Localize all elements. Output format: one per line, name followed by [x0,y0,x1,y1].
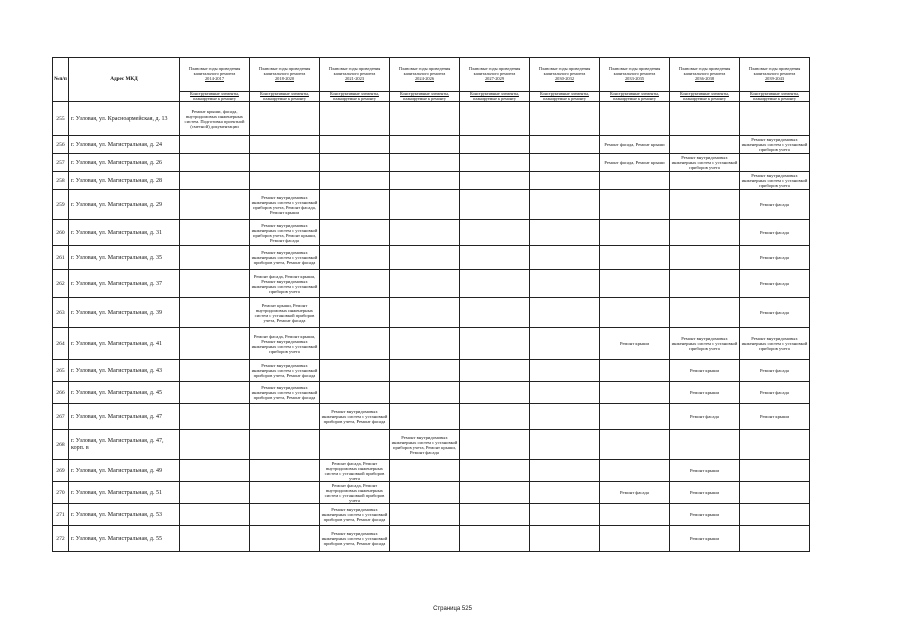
repair-cell: Ремонт внутридомовых инженерных систем с установкой приборов учета, Ремонт фасада [250,360,320,382]
row-address: г. Узловая, ул. Магистральная, д. 29 [69,190,180,220]
row-address: г. Узловая, ул. Магистральная, д. 47, корп. в [69,430,180,460]
period-header-label: Плановые годы проведения капитального ремонта [468,66,521,77]
row-address: г. Узловая, ул. Магистральная, д. 39 [69,298,180,328]
repair-cell [600,220,670,246]
repair-cell [600,102,670,136]
repair-cell [390,270,460,298]
repair-cell [320,246,390,270]
repair-cell [600,360,670,382]
repair-cell: Ремонт фасада [740,246,810,270]
repair-cell [530,404,600,430]
subheader-cell: Конструктивные элементы, планируемые к ремонту [670,92,740,102]
subheader-cell: Конструктивные элементы, планируемые к ремонту [600,92,670,102]
repair-cell: Ремонт крыши [670,504,740,526]
table-row [53,360,810,382]
row-number: 258 [53,172,69,190]
address-column-header: Адрес МКД [69,58,180,102]
repair-cell [740,526,810,552]
period-header [600,58,670,92]
row-number: 257 [53,154,69,172]
repair-cell [530,102,600,136]
period-header-years: 2024-2026 [414,75,435,81]
table-row [53,298,810,328]
table-row [53,190,810,220]
repair-cell [600,298,670,328]
table-row [53,220,810,246]
repair-cell [670,172,740,190]
repair-cell [320,154,390,172]
repair-cell: Ремонт крыши [670,460,740,482]
row-number: 256 [53,136,69,154]
repair-cell [180,172,250,190]
repair-cell [390,246,460,270]
repair-cell [460,328,530,360]
repair-cell [600,460,670,482]
repair-cell: Ремонт крыши [740,404,810,430]
row-number: 268 [53,430,69,460]
repair-cell [740,504,810,526]
repair-cell [460,154,530,172]
period-header-label: Плановые годы проведения капитального ремонта [748,66,801,77]
repair-schedule-table [52,57,810,552]
repair-cell [320,190,390,220]
row-number: 263 [53,298,69,328]
table-row [53,270,810,298]
repair-cell [600,172,670,190]
repair-cell [250,102,320,136]
repair-cell [320,382,390,404]
table-row [53,504,810,526]
repair-cell [530,504,600,526]
repair-cell: Ремонт внутридомовых инженерных систем с установкой приборов учета, Ремонт крыши, Ремонт фасада [250,220,320,246]
repair-cell [530,460,600,482]
repair-cell: Ремонт внутридомовых инженерных систем с установкой приборов учета [670,154,740,172]
repair-cell [250,136,320,154]
repair-cell [670,430,740,460]
row-address: г. Узловая, ул. Магистральная, д. 37 [69,270,180,298]
repair-cell [250,404,320,430]
repair-cell [530,172,600,190]
row-number: 266 [53,382,69,404]
repair-cell [670,190,740,220]
repair-cell: Ремонт фасада [740,190,810,220]
repair-cell [460,382,530,404]
repair-cell [600,430,670,460]
repair-cell [460,526,530,552]
repair-cell [530,482,600,504]
repair-cell: Ремонт внутридомовых инженерных систем с установкой приборов учета [740,136,810,154]
period-header-label: Плановые годы проведения капитального ремонта [608,66,661,77]
row-number: 265 [53,360,69,382]
row-address: г. Узловая, ул. Магистральная, д. 24 [69,136,180,154]
repair-cell [460,246,530,270]
repair-cell: Ремонт крыши, Ремонт внутридомовых инженерных систем с установкой приборов учета, Ремонт фасада [250,298,320,328]
repair-cell: Ремонт крыши [600,328,670,360]
repair-cell [180,430,250,460]
table-row [53,154,810,172]
repair-cell [600,270,670,298]
repair-cell [180,404,250,430]
repair-cell [390,154,460,172]
period-header [670,58,740,92]
period-header-years: 2027-2029 [484,75,505,81]
table-row [53,382,810,404]
repair-cell [460,430,530,460]
subheader-cell: Конструктивные элементы, планируемые к ремонту [530,92,600,102]
repair-cell: Ремонт крыши [670,526,740,552]
row-address: г. Узловая, ул. Магистральная, д. 55 [69,526,180,552]
repair-cell [530,328,600,360]
repair-cell: Ремонт фасада, Ремонт внутридомовых инженерных систем с установкой приборов учета [320,482,390,504]
period-header [460,58,530,92]
repair-cell [320,102,390,136]
repair-cell: Ремонт крыши, фасада, внутридомовых инженерных систем. Подготовка проектной (сметной) документации [180,102,250,136]
repair-cell: Ремонт фасада [600,482,670,504]
repair-cell [390,360,460,382]
repair-cell [460,172,530,190]
period-header-years: 2030-2032 [554,75,575,81]
table-row [53,246,810,270]
repair-cell [390,172,460,190]
repair-cell [180,460,250,482]
repair-cell [460,504,530,526]
repair-cell [460,298,530,328]
repair-cell [600,504,670,526]
repair-cell [320,270,390,298]
row-address: г. Узловая, ул. Магистральная, д. 47 [69,404,180,430]
row-number: 272 [53,526,69,552]
period-header-years: 2039-2043 [764,75,785,81]
repair-cell [390,328,460,360]
row-address: г. Узловая, ул. Магистральная, д. 43 [69,360,180,382]
repair-cell [390,220,460,246]
table-row [53,526,810,552]
repair-cell [180,298,250,328]
repair-cell [320,298,390,328]
repair-cell [250,526,320,552]
repair-cell: Ремонт фасада [740,298,810,328]
repair-cell: Ремонт внутридомовых инженерных систем с установкой приборов учета, Ремонт фасада, Ремонт крыши [250,190,320,220]
repair-cell: Ремонт фасада [740,220,810,246]
repair-cell [600,526,670,552]
row-number: 269 [53,460,69,482]
repair-cell [460,190,530,220]
period-header-years: 2021-2023 [344,75,365,81]
repair-cell [670,220,740,246]
row-number: 267 [53,404,69,430]
repair-cell [670,298,740,328]
row-address: г. Узловая, ул. Красноармейская, д. 13 [69,102,180,136]
subheader-cell: Конструктивные элементы, планируемые к ремонту [390,92,460,102]
header-row [53,58,810,92]
row-number: 260 [53,220,69,246]
subheader-cell: Конструктивные элементы, планируемые к ремонту [180,92,250,102]
row-number: 270 [53,482,69,504]
period-header-years: 2036-2038 [694,75,715,81]
repair-cell [180,220,250,246]
repair-cell [740,460,810,482]
repair-cell [390,136,460,154]
repair-cell: Ремонт внутридомовых инженерных систем с установкой приборов учета [740,328,810,360]
period-header-label: Плановые годы проведения капитального ремонта [678,66,731,77]
repair-cell [460,460,530,482]
repair-cell: Ремонт фасада, Ремонт крыши, Ремонт внутридомовых инженерных систем с установкой приборов учета [250,270,320,298]
repair-cell [460,102,530,136]
row-address: г. Узловая, ул. Магистральная, д. 31 [69,220,180,246]
repair-cell [180,136,250,154]
repair-cell [390,482,460,504]
repair-cell [180,482,250,504]
repair-cell: Ремонт фасада [670,404,740,430]
repair-cell [180,526,250,552]
table-row [53,404,810,430]
subheader-cell: Конструктивные элементы, планируемые к ремонту [740,92,810,102]
table-header [53,58,810,102]
repair-cell [530,526,600,552]
repair-cell [390,526,460,552]
row-address: г. Узловая, ул. Магистральная, д. 51 [69,482,180,504]
repair-cell [250,504,320,526]
table-row [53,136,810,154]
period-header-years: 2018-2020 [274,75,295,81]
table-row [53,328,810,360]
repair-cell [740,102,810,136]
period-header-label: Плановые годы проведения капитального ремонта [328,66,381,77]
repair-cell [530,270,600,298]
table-row [53,172,810,190]
repair-cell [320,136,390,154]
repair-cell [530,298,600,328]
repair-cell [670,270,740,298]
repair-cell [320,360,390,382]
repair-cell [180,360,250,382]
repair-cell [180,504,250,526]
repair-cell [390,190,460,220]
repair-cell [320,430,390,460]
repair-cell: Ремонт крыши [670,360,740,382]
repair-cell [460,136,530,154]
table-row [53,102,810,136]
repair-cell [740,482,810,504]
repair-cell: Ремонт фасада, Ремонт внутридомовых инженерных систем с установкой приборов учета [320,460,390,482]
row-address: г. Узловая, ул. Магистральная, д. 45 [69,382,180,404]
subheader-cell: Конструктивные элементы, планируемые к ремонту [320,92,390,102]
repair-cell [530,246,600,270]
row-address: г. Узловая, ул. Магистральная, д. 41 [69,328,180,360]
repair-cell [670,246,740,270]
repair-cell [740,430,810,460]
repair-cell [460,270,530,298]
repair-cell: Ремонт крыши [670,382,740,404]
repair-cell [250,482,320,504]
repair-cell [670,136,740,154]
repair-cell [390,504,460,526]
repair-cell [180,246,250,270]
repair-cell [530,190,600,220]
table-row [53,430,810,460]
row-number: 271 [53,504,69,526]
repair-cell: Ремонт внутридомовых инженерных систем с установкой приборов учета, Ремонт фасада [250,382,320,404]
period-header-years: 2014-2017 [204,75,225,81]
period-header-label: Плановые годы проведения капитального ремонта [398,66,451,77]
repair-cell [250,460,320,482]
repair-cell [390,102,460,136]
repair-cell [460,404,530,430]
repair-cell [600,246,670,270]
table-row [53,482,810,504]
period-header [390,58,460,92]
subheader-cell: Конструктивные элементы, планируемые к ремонту [250,92,320,102]
repair-cell [390,404,460,430]
repair-cell [320,328,390,360]
row-number: 262 [53,270,69,298]
repair-cell [530,136,600,154]
repair-cell: Ремонт внутридомовых инженерных систем с установкой приборов учета [670,328,740,360]
repair-cell [180,190,250,220]
repair-cell: Ремонт крыши [670,482,740,504]
repair-cell: Ремонт фасада [740,360,810,382]
subheader-cell: Конструктивные элементы, планируемые к ремонту [460,92,530,102]
repair-cell [180,154,250,172]
row-address: г. Узловая, ул. Магистральная, д. 26 [69,154,180,172]
repair-cell [180,382,250,404]
repair-cell [320,220,390,246]
repair-cell: Ремонт фасада, Ремонт крыши [600,154,670,172]
row-number: 264 [53,328,69,360]
row-number: 259 [53,190,69,220]
repair-cell [670,102,740,136]
row-number: 255 [53,102,69,136]
period-header-years: 2033-2035 [624,75,645,81]
row-address: г. Узловая, ул. Магистральная, д. 28 [69,172,180,190]
period-header [320,58,390,92]
repair-cell [530,360,600,382]
row-address: г. Узловая, ул. Магистральная, д. 53 [69,504,180,526]
repair-cell [600,382,670,404]
repair-cell: Ремонт внутридомовых инженерных систем с установкой приборов учета, Ремонт фасада [320,504,390,526]
repair-cell [390,298,460,328]
row-address: г. Узловая, ул. Магистральная, д. 35 [69,246,180,270]
repair-cell [600,404,670,430]
repair-cell [180,328,250,360]
row-address: г. Узловая, ул. Магистральная, д. 49 [69,460,180,482]
table-row [53,460,810,482]
repair-cell: Ремонт фасада [740,382,810,404]
repair-cell: Ремонт фасада [740,270,810,298]
repair-cell [530,220,600,246]
repair-cell [460,220,530,246]
period-header [180,58,250,92]
repair-cell: Ремонт внутридомовых инженерных систем с установкой приборов учета, Ремонт фасада [250,246,320,270]
num-column-header: №п/п [53,58,69,102]
period-header-label: Плановые годы проведения капитального ремонта [188,66,241,77]
period-header-label: Плановые годы проведения капитального ремонта [538,66,591,77]
repair-cell [740,154,810,172]
page-number: Страница 525 [433,606,472,612]
period-header [250,58,320,92]
repair-cell: Ремонт внутридомовых инженерных систем с установкой приборов учета [740,172,810,190]
repair-cell [250,154,320,172]
repair-cell [600,190,670,220]
repair-cell [250,430,320,460]
repair-cell [460,360,530,382]
period-header [530,58,600,92]
repair-cell: Ремонт внутридомовых инженерных систем с установкой приборов учета, Ремонт крыши, Ремонт фасада [390,430,460,460]
repair-cell [530,382,600,404]
repair-cell [320,172,390,190]
repair-cell [390,382,460,404]
repair-cell [250,172,320,190]
repair-cell: Ремонт фасада, Ремонт крыши [600,136,670,154]
table-body [53,102,810,552]
repair-cell [460,482,530,504]
period-header-label: Плановые годы проведения капитального ремонта [258,66,311,77]
repair-cell [530,430,600,460]
repair-cell: Ремонт внутридомовых инженерных систем с установкой приборов учета, Ремонт фасада [320,526,390,552]
period-header [740,58,810,92]
repair-cell: Ремонт фасада, Ремонт крыши, Ремонт внутридомовых инженерных систем с установкой приборов учета [250,328,320,360]
repair-cell [180,270,250,298]
repair-cell [390,460,460,482]
repair-cell [530,154,600,172]
row-number: 261 [53,246,69,270]
repair-cell: Ремонт внутридомовых инженерных систем с установкой приборов учета, Ремонт фасада [320,404,390,430]
